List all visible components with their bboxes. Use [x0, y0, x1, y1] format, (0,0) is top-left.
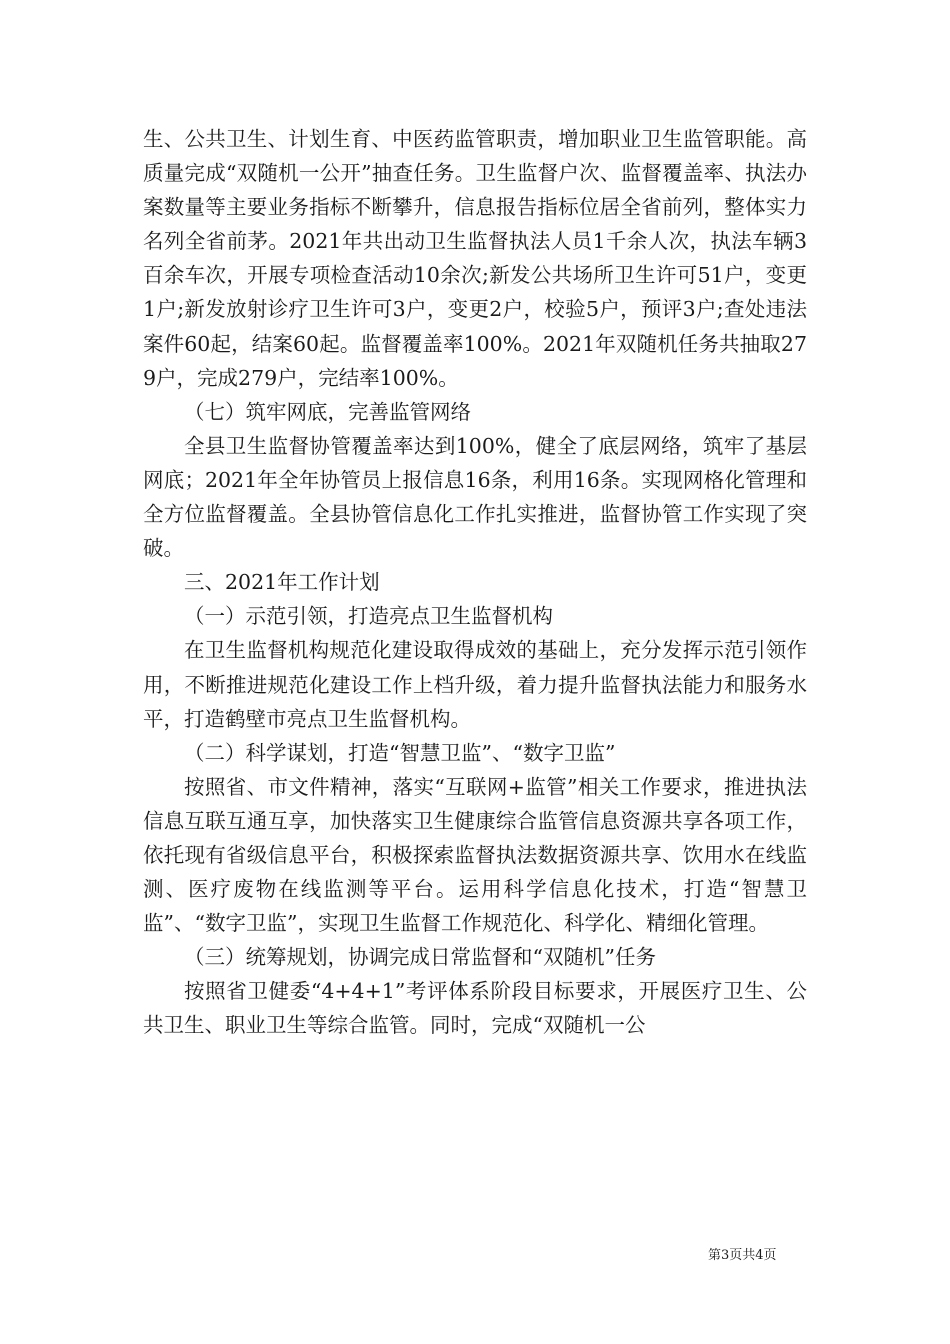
- paragraph-supervision-duties: 生、公共卫生、计划生育、中医药监管职责，增加职业卫生监管职能。高质量完成“双随机一公开”抽查任务。卫生监督户次、监督覆盖率、执法办案数量等主要业务指标不断攀升，信息报告指标位居全省前列，整体实力名列全省前茅。2021年共出动卫生监督执法人员1千余人次，执法车辆3百余车次，开展专项检查活动10余次;新发公共场所卫生许可51户，变更1户;新发放射诊疗卫生许可3户，变更2户，校验5户，预评3户;查处违法案件60起，结案60起。监督覆盖率100%。2021年双随机任务共抽取279户，完成279户，完结率100%。: [143, 127, 807, 390]
- heading-work-plan: 三、2021年工作计划: [184, 570, 380, 595]
- page-number-footer: 第3页共4页: [708, 1248, 777, 1263]
- paragraph-plan-3: 按照省卫健委“4+4+1”考评体系阶段目标要求，开展医疗卫生、公共卫生、职业卫生等综合监管。同时，完成“双随机一公: [143, 979, 807, 1038]
- body-text: [143, 122, 807, 1043]
- heading-plan-2: （二）科学谋划，打造“智慧卫监”、“数字卫监”: [184, 740, 616, 765]
- paragraph-plan-2: 按照省、市文件精神，落实“互联网+监管”相关工作要求，推进执法信息互联互通互享，加快落实卫生健康综合监管信息资源共享各项工作，依托现有省级信息平台，积极探索监督执法数据资源共享、饮用水在线监测、医疗废物在线监测等平台。运用科学信息化技术，打造“智慧卫监”、“数字卫监”，实现卫生监督工作规范化、科学化、精细化管理。: [143, 774, 807, 936]
- heading-section-7: （七）筑牢网底，完善监管网络: [184, 399, 471, 424]
- paragraph-coverage-network: 全县卫生监督协管覆盖率达到100%，健全了底层网络，筑牢了基层网底；2021年全年协管员上报信息16条，利用16条。实现网格化管理和全方位监督覆盖。全县协管信息化工作扎实推进，监督协管工作实现了突破。: [143, 433, 807, 561]
- paragraph-plan-1: 在卫生监督机构规范化建设取得成效的基础上，充分发挥示范引领作用，不断推进规范化建设工作上档升级，着力提升监督执法能力和服务水平，打造鹤壁市亮点卫生监督机构。: [143, 638, 807, 731]
- heading-plan-3: （三）统筹规划，协调完成日常监督和“双随机”任务: [184, 945, 656, 970]
- heading-plan-1: （一）示范引领，打造亮点卫生监督机构: [184, 604, 553, 629]
